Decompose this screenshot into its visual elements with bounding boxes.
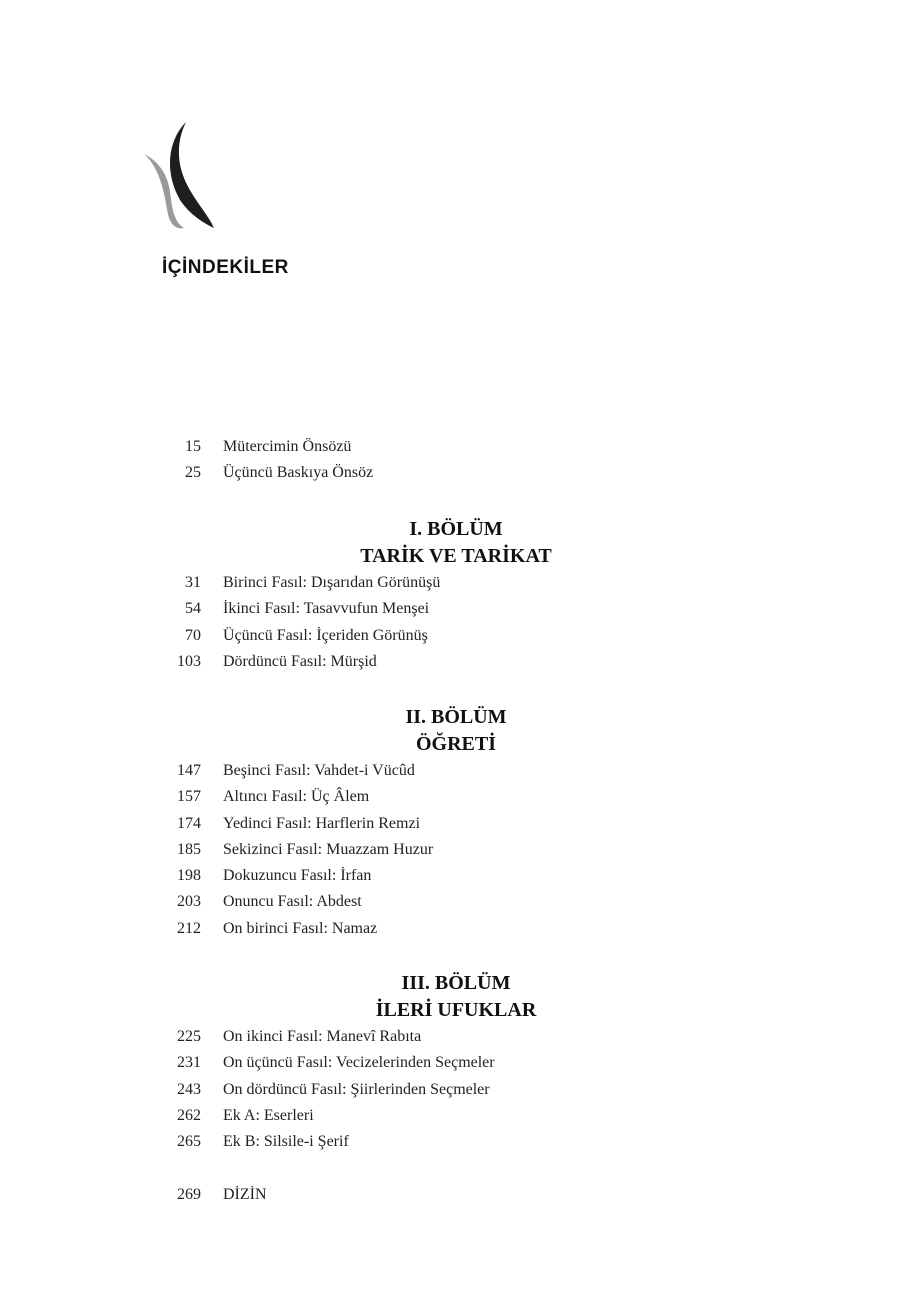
part-name: TARİK VE TARİKAT [360, 545, 552, 567]
toc-index [0, 1182, 900, 1208]
entry-title: On dördüncü Fasıl: Şiirlerinden Seçmeler [223, 1080, 490, 1098]
part-name: ÖĞRETİ [415, 733, 497, 755]
part-name: İLERİ UFUKLAR [375, 999, 537, 1021]
toc-part-2 [0, 704, 900, 942]
entry-title: Beşinci Fasıl: Vahdet-i Vücûd [223, 762, 415, 779]
toc-entry [0, 863, 900, 889]
page-number: 185 [177, 840, 201, 858]
entry-title: Ek A: Eserleri [223, 1106, 314, 1124]
page-number: 262 [177, 1106, 201, 1124]
entry-title: Üçüncü Fasıl: İçeriden Görünüş [223, 626, 428, 644]
toc-entry [0, 434, 900, 460]
entry-title: Üçüncü Baskıya Önsöz [223, 464, 374, 482]
entry-title: On birinci Fasıl: Namaz [223, 919, 378, 937]
toc-entry [0, 596, 900, 622]
page-number: 157 [177, 788, 201, 806]
toc-entry [0, 916, 900, 942]
entry-title: Dördüncü Fasıl: Mürşid [223, 652, 377, 670]
entry-title: İkinci Fasıl: Tasavvufun Menşei [223, 600, 430, 618]
entry-title: Ek B: Silsile-i Şerif [223, 1133, 349, 1151]
page-number: 15 [185, 438, 201, 455]
entry-title: On ikinci Fasıl: Manevî Rabıta [223, 1028, 422, 1045]
toc-entry [0, 1129, 900, 1155]
page-number: 198 [177, 867, 201, 885]
page-title: İÇİNDEKİLER [162, 257, 289, 278]
toc-entry [0, 1077, 900, 1103]
page-number: 225 [177, 1028, 201, 1045]
part-number: III. BÖLÜM [401, 972, 511, 994]
part-number: I. BÖLÜM [409, 518, 503, 540]
toc-entry [0, 623, 900, 649]
page-number: 70 [185, 626, 201, 644]
page-number: 54 [185, 600, 201, 618]
entry-title: Dokuzuncu Fasıl: İrfan [223, 867, 372, 885]
toc-entry [0, 570, 900, 596]
toc-entry [0, 1050, 900, 1076]
entry-title: Altıncı Fasıl: Üç Âlem [223, 788, 370, 806]
page-number: 203 [177, 893, 201, 911]
toc-entry [0, 460, 900, 486]
entry-title: Mütercimin Önsözü [223, 438, 352, 455]
toc-front-matter [0, 434, 900, 487]
entry-title: Sekizinci Fasıl: Muazzam Huzur [223, 840, 434, 858]
toc-entry [0, 1103, 900, 1129]
page-number: 103 [177, 652, 201, 670]
toc-entry [0, 649, 900, 675]
toc-entry [0, 889, 900, 915]
page-number: 265 [177, 1133, 201, 1151]
toc-entry [0, 758, 900, 784]
page-number: 174 [177, 814, 201, 832]
page-number: 31 [185, 574, 201, 591]
entry-title: Birinci Fasıl: Dışarıdan Görünüşü [223, 574, 441, 591]
page-number: 231 [177, 1054, 201, 1072]
part-number: II. BÖLÜM [405, 706, 507, 728]
entry-title: Onuncu Fasıl: Abdest [223, 893, 362, 911]
page-number: 147 [177, 762, 201, 779]
page-number: 25 [185, 464, 201, 482]
toc-entry [0, 837, 900, 863]
page-number: 243 [177, 1080, 201, 1098]
toc-entry [0, 784, 900, 810]
toc-entry [0, 811, 900, 837]
toc-part-1 [0, 516, 900, 675]
toc-entry [0, 1182, 900, 1208]
entry-title: Yedinci Fasıl: Harflerin Remzi [223, 814, 421, 832]
entry-title: DİZİN [223, 1186, 267, 1203]
entry-title: On üçüncü Fasıl: Vecizelerinden Seçmeler [223, 1054, 495, 1072]
calligraphy-logo-icon [138, 118, 218, 236]
toc-entry [0, 1024, 900, 1050]
toc-part-3 [0, 970, 900, 1155]
page-number: 212 [177, 919, 201, 937]
page-number: 269 [177, 1186, 201, 1203]
